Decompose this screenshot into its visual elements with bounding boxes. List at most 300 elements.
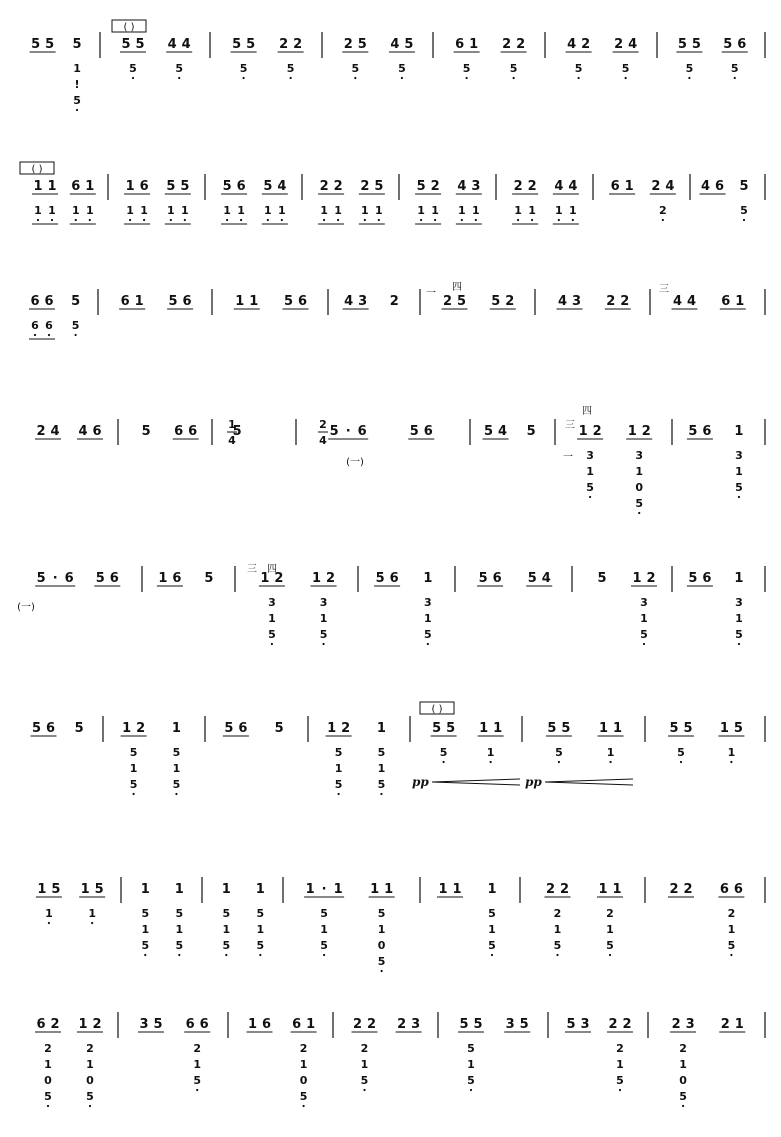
note-r4-m6-top-g1-0: 1 — [734, 571, 744, 586]
paren-one-marker-1: (一) — [17, 602, 35, 613]
note-r2-m1-top-g0-0: 6 — [120, 294, 130, 309]
note-r5-m0-top-g0-0: 5 — [31, 721, 42, 736]
low-r6-m1-g0-1: 1 — [141, 923, 150, 936]
note-r2-m2-top-g1-0: 5 — [283, 294, 294, 309]
low-r6-m2-g0-2: 5 — [222, 939, 231, 952]
note-r1-m1-top-g0-1: 6 — [139, 179, 149, 194]
note-r0-m5-top-g0-1: 2 — [581, 37, 591, 52]
note-r1-m0-top-g0-1: 1 — [47, 179, 57, 194]
note-r1-m3-top-g1-1: 5 — [374, 179, 384, 194]
note-r5-m1-top-g0-1: 2 — [136, 721, 146, 736]
note-r2-m6-top-g0-0: 4 — [672, 294, 683, 309]
tie-box-label-1: ( ) — [31, 164, 43, 175]
low-dot-r1-m4-g1-1 — [475, 219, 477, 221]
note-r2-m2-top-g0-1: 1 — [249, 294, 259, 309]
note-r6-m2-top-g1-0: 1 — [255, 882, 265, 897]
low-r1-m4-g1-0: 1 — [458, 204, 466, 217]
low-dot-r5-m4-g1-0 — [490, 761, 492, 763]
low-r4-m2-g0-0: 3 — [268, 596, 276, 609]
low-r1-m2-g0-0: 1 — [223, 204, 231, 217]
note-r6-m5-top-g1-1: 1 — [612, 882, 622, 897]
note-r7-m4-top-g0-0: 5 — [459, 1017, 469, 1032]
note-r6-m6-top-g0-1: 2 — [683, 882, 693, 897]
note-r6-m0-top-g0-0: 1 — [37, 882, 47, 897]
low-r7-m2-g1-0: 2 — [299, 1042, 308, 1055]
low-r7-m0-g0-2: 0 — [44, 1074, 52, 1087]
low-octave-dot-r7-m6-g0 — [682, 1105, 684, 1107]
low-r1-m7-g1-0: 5 — [740, 204, 748, 217]
low-r5-m1-g1-0: 5 — [172, 746, 181, 759]
low-r7-m3-g0-2: 5 — [360, 1074, 369, 1087]
note-r6-m0-top-g1-0: 1 — [80, 882, 90, 897]
note-r1-m5-top-g1-1: 4 — [568, 179, 578, 194]
marker-one-7: 一 — [563, 452, 573, 463]
low-octave-dot-r7-m1-g1 — [196, 1089, 198, 1091]
note-r2-m1-top-g1-1: 6 — [182, 294, 192, 309]
low-r1-m3-g0-0: 1 — [320, 204, 328, 217]
note-r0-m2-top-g1-1: 2 — [293, 37, 303, 52]
low-r5-m3-g0-1: 1 — [334, 762, 343, 775]
marker-three-0: 三 — [565, 420, 575, 431]
hairpin-bottom-0 — [432, 782, 520, 785]
low-r4-m5-g1-1: 1 — [640, 612, 648, 625]
low-r0-m1-g0-0: 5 — [129, 62, 137, 75]
low-r0-m2-g0-0: 5 — [239, 62, 248, 75]
note-r6-m6-top-g1-0: 6 — [719, 882, 729, 897]
note-r7-m6-top-g0-1: 3 — [685, 1017, 695, 1032]
low-r7-m4-g0-0: 5 — [467, 1042, 475, 1055]
note-r4-m4-top-g0-0: 5 — [478, 571, 488, 586]
note-r2-m4-top-g1-1: 2 — [505, 294, 515, 309]
low-r3-m6-g1-1: 1 — [735, 465, 743, 478]
note-r4-m0-top-g1-1: 6 — [109, 571, 119, 586]
low-r7-m1-g1-2: 5 — [193, 1074, 202, 1087]
note-r5-m3-top-g0-0: 1 — [327, 721, 337, 736]
note-r5-m0-top-g0-1: 6 — [45, 721, 56, 736]
low-r1-m5-g0-1: 1 — [528, 204, 536, 217]
low-octave-dot-r0-m0-g1 — [76, 109, 78, 111]
low-r6-m3-g1-2: 0 — [377, 939, 386, 952]
low-dot-r0-m1-g0-0 — [132, 77, 134, 79]
low-r6-m3-g1-1: 1 — [377, 923, 386, 936]
note-r5-m5-top-g0-1: 5 — [561, 721, 571, 736]
low-r7-m0-g1-2: 0 — [86, 1074, 94, 1087]
note-r0-m6-top-g0-1: 5 — [691, 37, 701, 52]
low-r1-m1-g0-1: 1 — [140, 204, 148, 217]
low-r0-m2-g1-0: 5 — [286, 62, 295, 75]
note-r1-m3-top-g0-1: 2 — [333, 179, 343, 194]
low-r1-m0-g0-0: 1 — [34, 204, 42, 217]
low-r5-m1-g1-1: 1 — [172, 762, 181, 775]
note-r4-m0-top-g0-1: · — [52, 571, 58, 586]
note-r7-m0-top-g0-1: 2 — [50, 1017, 60, 1032]
note-r0-m1-top-g1-0: 4 — [167, 37, 177, 52]
low-r1-m2-g0-1: 1 — [237, 204, 245, 217]
note-r5-m6-top-g0-1: 5 — [683, 721, 693, 736]
low-r6-m2-g0-0: 5 — [222, 907, 231, 920]
low-octave-dot-r3-m6-g1 — [738, 496, 740, 498]
low-octave-dot-r5-m3-g1 — [380, 793, 382, 795]
low-r3-m5-g0-2: 5 — [586, 481, 594, 494]
low-r7-m0-g0-0: 2 — [44, 1042, 52, 1055]
note-r0-m2-top-g1-0: 2 — [279, 37, 289, 52]
low-octave-dot-r6-m3-g1 — [381, 970, 383, 972]
low-octave-dot-r6-m2-g0 — [225, 954, 227, 956]
note-r1-m7-top-g0-1: 6 — [714, 179, 725, 194]
note-r7-m3-top-g1-1: 3 — [411, 1017, 421, 1032]
note-r2-m0-top-g0-0: 6 — [30, 294, 40, 309]
note-r7-m4-top-g1-1: 5 — [519, 1017, 529, 1032]
note-r6-m5-top-g0-0: 2 — [545, 882, 556, 897]
note-r0-m0-top-g0-0: 5 — [31, 37, 41, 52]
note-r6-m5-top-g1-0: 1 — [598, 882, 608, 897]
low-dot-r0-m3-g0-0 — [354, 77, 356, 79]
low-octave-dot-r5-m3-g0 — [338, 793, 340, 795]
note-r1-m6-top-g0-1: 1 — [624, 179, 634, 194]
low-octave-dot-r7-m3-g0 — [363, 1089, 365, 1091]
low-r6-m6-g1-2: 5 — [727, 939, 736, 952]
low-r0-m5-g1-0: 5 — [621, 62, 630, 75]
note-r1-m1-top-g1-1: 5 — [180, 179, 190, 194]
note-r7-m4-top-g0-1: 5 — [473, 1017, 483, 1032]
low-dot-r5-m5-g1-0 — [609, 761, 611, 763]
marker-four-5: 四 — [452, 282, 462, 293]
low-r6-m1-g1-2: 5 — [175, 939, 184, 952]
low-r1-m4-g0-1: 1 — [431, 204, 439, 217]
note-r5-m4-top-g0-1: 5 — [446, 721, 456, 736]
note-r2-m5-top-g1-1: 2 — [620, 294, 630, 309]
low-octave-dot-r6-m5-g1 — [609, 954, 611, 956]
low-r1-m0-g1-1: 1 — [85, 204, 94, 217]
low-r7-m0-g0-1: 1 — [44, 1058, 52, 1071]
low-dot-r2-m0-g0-0 — [34, 334, 36, 336]
note-r4-m5-top-g1-1: 2 — [646, 571, 656, 586]
low-r7-m3-g0-1: 1 — [360, 1058, 369, 1071]
note-r6-m0-top-g1-1: 5 — [94, 882, 104, 897]
note-r5-m4-top-g1-1: 1 — [493, 721, 503, 736]
low-dot-r0-m2-g0-0 — [243, 77, 245, 79]
low-octave-dot-r6-m6-g1 — [730, 954, 732, 956]
low-dot-r0-m5-g0-0 — [578, 77, 580, 79]
note-r1-m5-top-g0-1: 2 — [527, 179, 537, 194]
low-r3-m5-g1-0: 3 — [635, 449, 644, 462]
low-octave-dot-r3-m5-g0 — [589, 496, 591, 498]
note-r7-m5-top-g0-1: 3 — [580, 1017, 590, 1032]
low-r6-m1-g1-0: 5 — [175, 907, 184, 920]
low-octave-dot-r7-m2-g1 — [303, 1105, 305, 1107]
low-r1-m3-g1-1: 1 — [375, 204, 383, 217]
note-r7-m1-top-g0-0: 3 — [139, 1017, 149, 1032]
low-r1-m2-g1-0: 1 — [264, 204, 272, 217]
low-r2-m0-g0-0: 6 — [31, 319, 39, 332]
note-r4-m0-top-g0-2: 6 — [64, 571, 74, 586]
low-dot-r1-m0-g1-1 — [89, 219, 91, 221]
low-r4-m2-g1-0: 3 — [319, 596, 328, 609]
note-r1-m4-top-g1-1: 3 — [471, 179, 481, 194]
low-dot-r2-m0-g1-0 — [75, 334, 77, 336]
note-r5-m3-top-g1-0: 1 — [376, 721, 386, 736]
note-r0-m5-top-g1-1: 4 — [628, 37, 638, 52]
low-octave-dot-r6-m2-g1 — [259, 954, 261, 956]
note-r7-m0-top-g0-0: 6 — [36, 1017, 46, 1032]
note-r4-m1-top-g1-0: 5 — [204, 571, 214, 586]
low-r0-m5-g0-0: 5 — [574, 62, 583, 75]
low-dot-r2-m0-g0-1 — [48, 334, 50, 336]
low-dot-r5-m4-g0-0 — [443, 761, 445, 763]
low-r3-m5-g1-3: 5 — [635, 497, 644, 510]
note-r0-m3-top-g1-1: 5 — [404, 37, 414, 52]
hairpin-top-0 — [432, 779, 520, 782]
note-r1-m4-top-g1-0: 4 — [457, 179, 467, 194]
note-r3-m1-top-g1-1: 6 — [188, 424, 198, 439]
low-r1-m1-g0-0: 1 — [126, 204, 134, 217]
note-r6-m3-top-g1-0: 1 — [370, 882, 380, 897]
low-octave-dot-r4-m3-g1 — [427, 643, 429, 645]
low-dot-r1-m5-g1-0 — [558, 219, 560, 221]
low-octave-dot-r7-m0-g0 — [47, 1105, 49, 1107]
low-r5-m3-g0-2: 5 — [334, 778, 343, 791]
low-r5-m4-g1-0: 1 — [486, 746, 495, 759]
note-r6-m4-top-g0-1: 1 — [452, 882, 462, 897]
low-r1-m5-g0-0: 1 — [514, 204, 522, 217]
note-r0-m2-top-g0-0: 5 — [232, 37, 242, 52]
note-r3-m0-top-g1-1: 6 — [92, 424, 102, 439]
low-dot-r1-m3-g0-0 — [323, 219, 325, 221]
note-r4-m2-top-g0-0: 1 — [260, 571, 270, 586]
note-r6-m4-top-g0-0: 1 — [438, 882, 448, 897]
low-r6-m0-g0-0: 1 — [45, 907, 53, 920]
note-r3-m0-top-g0-1: 4 — [50, 424, 60, 439]
note-r6-m0-top-g0-1: 5 — [51, 882, 61, 897]
time-sig-den-0: 4 — [228, 434, 236, 447]
low-r5-m3-g0-0: 5 — [334, 746, 343, 759]
note-r7-m1-top-g1-1: 6 — [199, 1017, 209, 1032]
note-r1-m2-top-g0-0: 5 — [222, 179, 232, 194]
low-r6-m3-g1-0: 5 — [377, 907, 386, 920]
low-r7-m5-g1-1: 1 — [616, 1058, 624, 1071]
note-r3-m0-top-g1-0: 4 — [78, 424, 88, 439]
low-r3-m5-g0-1: 1 — [586, 465, 594, 478]
low-r4-m6-g1-0: 3 — [735, 596, 743, 609]
low-r1-m6-g1-0: 2 — [659, 204, 667, 217]
note-r3-m1-top-g0-0: 5 — [141, 424, 151, 439]
low-r4-m5-g1-0: 3 — [640, 596, 648, 609]
note-r4-m6-top-g0-1: 6 — [702, 571, 712, 586]
low-r6-m4-g1-1: 1 — [488, 923, 496, 936]
hairpin-top-1 — [545, 779, 633, 782]
low-octave-dot-r7-m4-g0 — [470, 1089, 472, 1091]
note-r7-m5-top-g0-0: 5 — [566, 1017, 576, 1032]
low-dot-r1-m6-g1-0 — [662, 219, 664, 221]
low-r4-m3-g1-0: 3 — [424, 596, 432, 609]
note-r3-m4-top-g0-1: 4 — [497, 424, 508, 439]
note-r5-m6-top-g1-1: 5 — [733, 721, 743, 736]
low-r7-m2-g1-2: 0 — [299, 1074, 308, 1087]
low-dot-r1-m3-g0-1 — [337, 219, 339, 221]
low-r5-m5-g0-0: 5 — [555, 746, 563, 759]
note-r0-m6-top-g1-0: 5 — [723, 37, 733, 52]
note-r0-m4-top-g1-1: 2 — [516, 37, 526, 52]
note-r3-m6-top-g1-0: 1 — [734, 424, 744, 439]
note-r5-m5-top-g1-1: 1 — [613, 721, 623, 736]
low-r7-m0-g1-1: 1 — [86, 1058, 94, 1071]
low-r1-m3-g1-0: 1 — [361, 204, 369, 217]
note-r0-m5-top-g0-0: 4 — [567, 37, 577, 52]
note-r5-m6-top-g1-0: 1 — [719, 721, 729, 736]
low-dot-r1-m1-g0-1 — [143, 219, 145, 221]
note-r4-m3-top-g0-1: 6 — [389, 571, 399, 586]
low-r4-m3-g1-1: 1 — [424, 612, 432, 625]
low-r2-m0-g1-0: 5 — [71, 319, 80, 332]
note-r1-m0-top-g0-0: 1 — [33, 179, 43, 194]
low-r4-m3-g1-2: 5 — [424, 628, 432, 641]
note-r7-m5-top-g1-1: 2 — [622, 1017, 632, 1032]
low-dot-r1-m4-g0-0 — [420, 219, 422, 221]
note-r7-m1-top-g1-0: 6 — [185, 1017, 195, 1032]
low-r6-m2-g0-1: 1 — [222, 923, 231, 936]
note-r2-m3-top-g0-0: 4 — [344, 294, 354, 309]
note-r6-m6-top-g0-0: 2 — [669, 882, 679, 897]
note-r7-m1-top-g0-1: 5 — [153, 1017, 163, 1032]
note-r7-m6-top-g1-1: 1 — [734, 1017, 744, 1032]
note-r2-m1-top-g0-1: 1 — [134, 294, 144, 309]
note-r1-m0-top-g1-0: 6 — [71, 179, 81, 194]
low-dot-r0-m4-g1-0 — [513, 77, 515, 79]
low-octave-dot-r4-m2-g0 — [271, 643, 273, 645]
note-r6-m6-top-g1-1: 6 — [733, 882, 743, 897]
note-r7-m5-top-g1-0: 2 — [608, 1017, 618, 1032]
note-r2-m0-top-g0-1: 6 — [44, 294, 54, 309]
note-r3-m2-top-g0-0: 5 — [232, 424, 242, 439]
low-r7-m2-g1-1: 1 — [299, 1058, 308, 1071]
low-r1-m0-g1-0: 1 — [71, 204, 80, 217]
low-r6-m0-g1-0: 1 — [88, 907, 96, 920]
note-r1-m4-top-g0-0: 5 — [416, 179, 426, 194]
low-r3-m5-g1-2: 0 — [635, 481, 644, 494]
low-r7-m4-g0-2: 5 — [467, 1074, 475, 1087]
note-r4-m1-top-g0-0: 1 — [158, 571, 168, 586]
note-r4-m2-top-g1-1: 2 — [326, 571, 336, 586]
note-r4-m6-top-g0-0: 5 — [688, 571, 698, 586]
note-r5-m3-top-g0-1: 2 — [341, 721, 351, 736]
note-r1-m0-top-g1-1: 1 — [85, 179, 95, 194]
low-r6-m5-g1-0: 2 — [606, 907, 614, 920]
note-r5-m4-top-g1-0: 1 — [479, 721, 489, 736]
note-r1-m2-top-g0-1: 6 — [236, 179, 246, 194]
note-r4-m4-top-g1-0: 5 — [527, 571, 537, 586]
low-r3-m6-g1-2: 5 — [735, 481, 743, 494]
low-dot-r1-m2-g1-1 — [281, 219, 283, 221]
note-r6-m3-top-g1-1: 1 — [384, 882, 394, 897]
low-r6-m2-g1-2: 5 — [256, 939, 265, 952]
low-r7-m6-g0-3: 5 — [679, 1090, 687, 1103]
note-r4-m3-top-g1-0: 1 — [423, 571, 433, 586]
tie-box-label-0: ( ) — [123, 22, 135, 33]
note-r4-m5-top-g1-0: 1 — [632, 571, 642, 586]
note-r0-m4-top-g0-0: 6 — [455, 37, 465, 52]
note-r6-m3-top-g0-0: 1 — [305, 882, 315, 897]
low-dot-r5-m5-g0-0 — [558, 761, 560, 763]
note-r4-m4-top-g0-1: 6 — [492, 571, 502, 586]
low-r6-m6-g1-0: 2 — [727, 907, 736, 920]
low-r0-m6-g1-0: 5 — [730, 62, 739, 75]
note-r4-m2-top-g0-1: 2 — [274, 571, 284, 586]
marker-three-4: 三 — [659, 284, 669, 295]
low-r4-m2-g0-2: 5 — [268, 628, 276, 641]
note-r2-m5-top-g1-0: 2 — [606, 294, 616, 309]
note-r1-m1-top-g0-0: 1 — [125, 179, 135, 194]
note-r2-m5-top-g0-1: 3 — [571, 294, 582, 309]
note-r2-m4-top-g0-1: 5 — [456, 294, 467, 309]
low-r6-m4-g1-0: 5 — [488, 907, 496, 920]
low-r5-m3-g1-0: 5 — [377, 746, 386, 759]
note-r0-m2-top-g0-1: 5 — [246, 37, 256, 52]
note-r5-m1-top-g1-0: 1 — [171, 721, 181, 736]
low-octave-dot-r6-m4-g1 — [491, 954, 493, 956]
low-r7-m1-g1-1: 1 — [193, 1058, 202, 1071]
low-octave-dot-r4-m2-g1 — [322, 643, 324, 645]
note-r1-m7-top-g0-0: 4 — [700, 179, 711, 194]
note-r1-m3-top-g1-0: 2 — [360, 179, 370, 194]
note-r6-m1-top-g0-0: 1 — [140, 882, 150, 897]
note-r6-m5-top-g0-1: 2 — [559, 882, 570, 897]
low-r4-m5-g1-2: 5 — [640, 628, 648, 641]
low-r5-m1-g0-1: 1 — [129, 762, 138, 775]
low-dot-r1-m4-g0-1 — [434, 219, 436, 221]
low-r7-m3-g0-0: 2 — [360, 1042, 369, 1055]
note-r3-m4-top-g0-0: 5 — [483, 424, 494, 439]
low-octave-dot-r6-m3-g0 — [323, 954, 325, 956]
note-r0-m3-top-g1-0: 4 — [390, 37, 400, 52]
note-r0-m5-top-g1-0: 2 — [614, 37, 624, 52]
low-octave-dot-r3-m5-g1 — [638, 512, 640, 514]
note-r7-m3-top-g0-1: 2 — [366, 1017, 377, 1032]
low-r1-m5-g1-0: 1 — [555, 204, 563, 217]
low-dot-r1-m2-g0-0 — [226, 219, 228, 221]
low-r6-m3-g0-1: 1 — [320, 923, 328, 936]
low-dot-r1-m4-g1-0 — [461, 219, 463, 221]
low-r3-m5-g1-1: 1 — [635, 465, 644, 478]
low-r0-m0-g1-2: 5 — [73, 94, 81, 107]
low-r5-m1-g0-0: 5 — [129, 746, 138, 759]
note-r4-m0-top-g1-0: 5 — [95, 571, 105, 586]
low-r6-m2-g1-0: 5 — [256, 907, 265, 920]
low-r6-m5-g0-0: 2 — [553, 907, 562, 920]
low-dot-r5-m6-g0-0 — [680, 761, 682, 763]
note-r2-m0-top-g1-0: 5 — [71, 294, 81, 309]
note-r2-m1-top-g1-0: 5 — [168, 294, 178, 309]
low-dot-r0-m3-g1-0 — [401, 77, 403, 79]
note-r7-m0-top-g1-0: 1 — [78, 1017, 88, 1032]
note-r2-m3-top-g0-1: 3 — [358, 294, 368, 309]
low-r2-m0-g0-1: 6 — [45, 319, 53, 332]
low-dot-r1-m0-g0-1 — [51, 219, 53, 221]
low-dot-r1-m1-g1-1 — [184, 219, 186, 221]
note-r0-m1-top-g0-1: 5 — [135, 37, 145, 52]
low-octave-dot-r4-m6-g1 — [738, 643, 740, 645]
tie-box-label-2: ( ) — [431, 704, 443, 715]
low-octave-dot-r6-m1-g0 — [144, 954, 146, 956]
note-r0-m3-top-g0-1: 5 — [357, 37, 367, 52]
low-r6-m5-g1-2: 5 — [606, 939, 614, 952]
paren-one-marker-0: (一) — [346, 457, 364, 468]
low-r0-m3-g0-0: 5 — [351, 62, 360, 75]
note-r3-m5-top-g0-0: 1 — [578, 424, 588, 439]
note-r3-m1-top-g1-0: 6 — [174, 424, 184, 439]
note-r0-m1-top-g0-0: 5 — [121, 37, 131, 52]
low-dot-r1-m5-g0-0 — [517, 219, 519, 221]
low-r6-m3-g1-3: 5 — [377, 955, 386, 968]
